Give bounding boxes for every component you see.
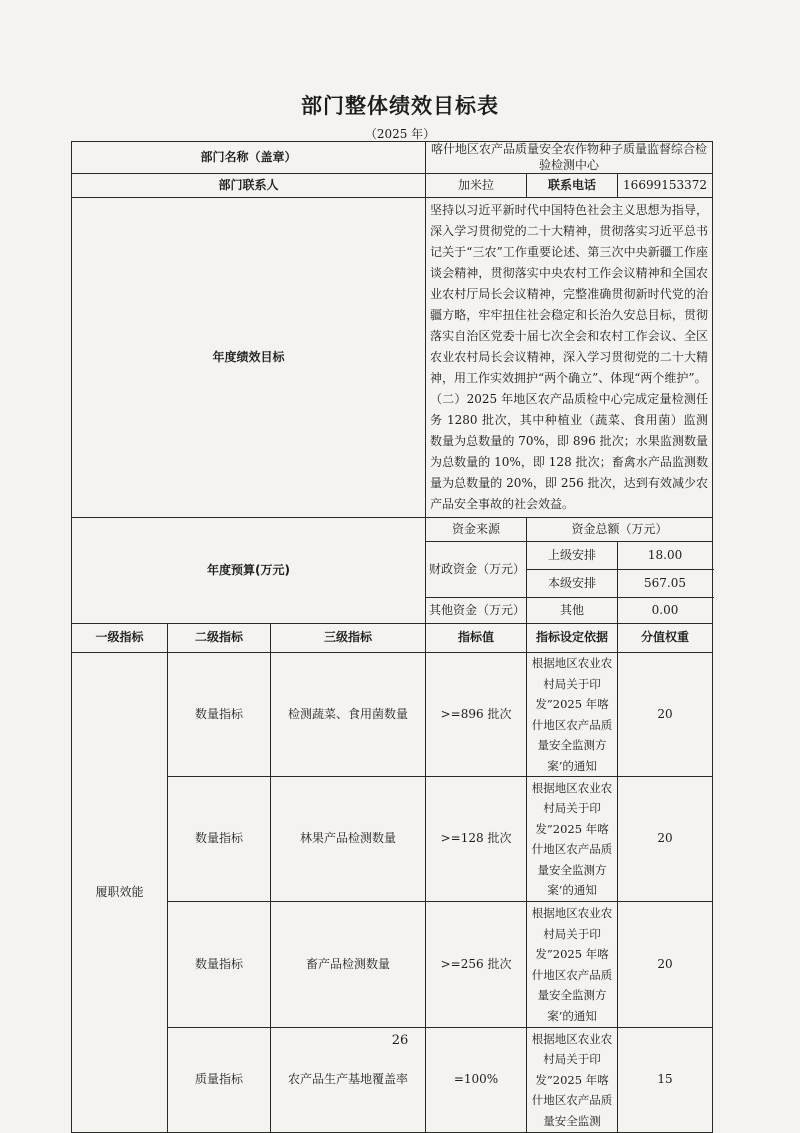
level2-indicator: 数量指标: [168, 653, 271, 777]
budget-label: 年度预算(万元): [72, 518, 426, 624]
local-level-value: 567.05: [618, 570, 713, 598]
phone-label: 联系电话: [527, 174, 618, 198]
level3-indicator: 农产品生产基地覆盖率: [271, 1028, 426, 1133]
dept-name-value: 喀什地区农产品质量安全农作物种子质量监督综合检验检测中心: [426, 142, 713, 174]
indicator-value: >=128 批次: [426, 777, 527, 902]
indicator-basis: 根据地区农业农村局关于印发”2025 年喀什地区农产品质量安全监测: [527, 1028, 618, 1133]
annual-goal-text: [426, 198, 713, 518]
header-level3: 三级指标: [271, 624, 426, 653]
local-level-label: 本级安排: [527, 570, 618, 598]
annual-goal-paragraph-2: （二）2025 年地区农产品质检中心完成定量检测任务 1280 批次，其中种植业（蔬菜、食用菌）监测数量为总数量的 70%，即 896 批次；水果监测数量为总数量的 10%，即 128 批次；畜禽水产品监测数量为总数量的 20%，即 256 批次，达到有效减少农产品安全事故的社会效益。: [430, 392, 709, 512]
indicator-value: >=896 批次: [426, 653, 527, 777]
upper-level-label: 上级安排: [527, 542, 618, 570]
header-level2: 二级指标: [168, 624, 271, 653]
upper-level-value: 18.00: [618, 542, 713, 570]
funding-total-header: 资金总额（万元）: [527, 518, 713, 542]
indicator-value: >=256 批次: [426, 902, 527, 1028]
indicator-weight: 20: [618, 777, 713, 902]
indicator-weight: 15: [618, 1028, 713, 1133]
indicator-basis: 根据地区农业农村局关于印发”2025 年喀什地区农产品质量安全监测方案’的通知: [527, 777, 618, 902]
indicator-weight: 20: [618, 902, 713, 1028]
dept-name-label: 部门名称（盖章）: [72, 142, 426, 174]
indicator-weight: 20: [618, 653, 713, 777]
level2-indicator: 数量指标: [168, 777, 271, 902]
level2-indicator: 质量指标: [168, 1028, 271, 1133]
level3-indicator: 畜产品检测数量: [271, 902, 426, 1028]
level3-indicator: 检测蔬菜、食用菌数量: [271, 653, 426, 777]
indicator-basis: 根据地区农业农村局关于印发”2025 年喀什地区农产品质量安全监测方案’的通知: [527, 902, 618, 1028]
funding-source-header: 资金来源: [426, 518, 527, 542]
contact-value: 加米拉: [426, 174, 527, 198]
header-weight: 分值权重: [618, 624, 713, 653]
phone-value: 16699153372: [618, 174, 713, 198]
level3-indicator: 林果产品检测数量: [271, 777, 426, 902]
page-number: 26: [391, 1033, 409, 1048]
other-sub-label: 其他: [527, 598, 618, 624]
fiscal-funds-label: 财政资金（万元）: [426, 542, 527, 598]
other-funds-label: 其他资金（万元）: [426, 598, 527, 624]
contact-label: 部门联系人: [72, 174, 426, 198]
indicator-value: =100%: [426, 1028, 527, 1133]
level1-indicator: 履职效能: [72, 653, 168, 1133]
indicator-basis: 根据地区农业农村局关于印发”2025 年喀什地区农产品质量安全监测方案’的通知: [527, 653, 618, 777]
page-title: 部门整体绩效目标表: [301, 94, 499, 118]
header-basis: 指标设定依据: [527, 624, 618, 653]
page-year: （2025 年）: [364, 127, 436, 141]
table-row: [72, 777, 713, 902]
table-row: [72, 653, 713, 777]
header-level1: 一级指标: [72, 624, 168, 653]
annual-goal-label: 年度绩效目标: [72, 198, 426, 518]
annual-goal-paragraph-1: 坚持以习近平新时代中国特色社会主义思想为指导，深入学习贯彻党的二十大精神，贯彻落实习近平总书记关于“三农”工作重要论述、第三次中央新疆工作座谈会精神，贯彻落实中央农村工作会议精神和全国农业农村厅局长会议精神，完整准确贯彻新时代党的治疆方略，牢牢扭住社会稳定和长治久安总目标，贯彻落实自治区党委十届七次全会和农村工作会议、全区农业农村局长会议精神，深入学习贯彻党的二十大精神，用工作实效拥护“两个确立”、体现“两个维护”。: [430, 203, 709, 386]
table-row: [72, 902, 713, 1028]
header-value: 指标值: [426, 624, 527, 653]
performance-table: [71, 141, 713, 1133]
other-funds-value: 0.00: [618, 598, 713, 624]
level2-indicator: 数量指标: [168, 902, 271, 1028]
